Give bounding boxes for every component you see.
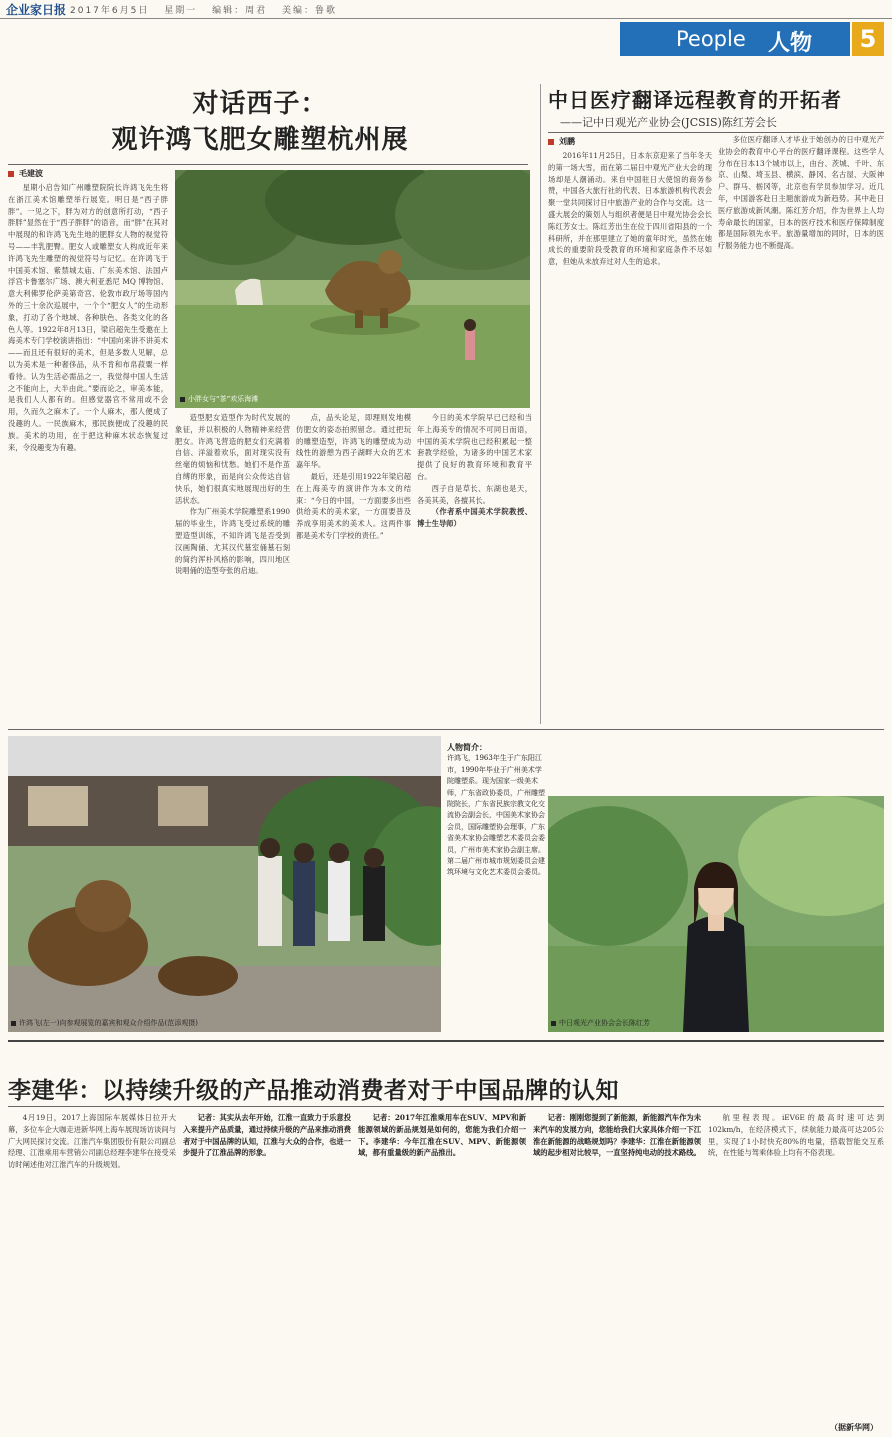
divider [548, 132, 884, 133]
article3-source: （据新华网） [830, 1422, 878, 1432]
article3-text-4: 记者：刚刚您提到了新能源，新能源汽车作为未来汽车的发展方向，您能给我们大家具体介绍一下江淮在新能源的战略规划吗？李建华：江淮在新能源领域的起步相对比较早，一直坚持纯电动的技术路线。 [533, 1113, 701, 1158]
article1-column-4: 今日的美术学院早已已经和当年上海美专的情况不可同日而语，中国的美术学院也已经积累起一整套教学经验，为诸多的中国艺术家提供了良好的教育环境和教育平台。 西子自是草长、东湖也是天，各美其美，各擅其长。 （作者系中国美术学院教授、博士生导师） [417, 413, 532, 529]
paper-name: 企业家日报 [6, 3, 67, 17]
artist-bio [447, 742, 547, 1024]
article3-column-2 [183, 1112, 351, 1432]
divider [8, 729, 884, 730]
portrait-photo [548, 796, 884, 1032]
article1-photo [175, 170, 530, 408]
weekday: 星期一 [164, 6, 198, 16]
article1-title [80, 86, 440, 158]
article2-text-1: 2016年11月25日，日本东京迎来了当年冬天的第一场大雪，而在第二届日中观光产业大会的现场却是人潮涌动。来自中国驻日大使馆的商务参赞，中国各大旅行社的代表、日本旅游机构代表会聚一堂共同探讨日中旅游产业的合作与交流。这一盛大展会的策划人与组织者便是日中观光协会会长陈红芳女士。陈红芳出生在位于四川省阳县的一个科研所，并在那里建立了她的童年时光，虽然在她成长的重要阶段受教育的环境和家庭条件不尽如意，但她从未放弃过对人生的追求。 [548, 151, 712, 267]
article3-text-2: 记者：其实从去年开始，江淮一直致力于乐意投入来提升产品质量，通过持续升级的产品来推动消费者对于中国品牌的认知，江淮与大众的合作，也进一步提升了江淮品牌的形象。 [183, 1113, 351, 1158]
article3-column-4 [533, 1112, 701, 1432]
divider [540, 84, 541, 724]
article2-title: 中日医疗翻译远程教育的开拓者 [548, 88, 842, 112]
divider [8, 1040, 884, 1042]
article2-text-2: 多位医疗翻译人才毕业于她创办的日中观光产业协会的教育中心平台的医疗翻译课程。这些学人分布在日本13个城市以上，由台、茨城、千叶、东京、山梨、埼玉县、横滨、静冈、名古屋、大阪神户、群马、栃冈等，北京也有学员参加学习。近几年，中国游客赴日主题旅游成为新趋势。其中赴日医疗旅游成新风潮。陈红芳介绍，作为世界上人均寿命最长的国家，日本的医疗技术和医疗保障制度都是国际领先水平。旅游量增加的同时，日本的医疗服务能力也不断提高。 [718, 135, 884, 251]
article3-text-3: 记者：2017年江淮乘用车在SUV、MPV和新能源领域的新品规划是如何的，您能为我们介绍一下。李建华：今年江淮在SUV、MPV、新能源领域，都有重量级的新产品推出。 [358, 1113, 526, 1158]
divider [8, 1106, 884, 1107]
article2-byline: 刘鹏 [548, 136, 575, 147]
exhibition-photo-caption: 许鸿飞(左一)向参观展览的嘉宾和观众介绍作品(范添观摄) [11, 1018, 198, 1028]
article1-title-line2: 观许鸿飞肥女雕塑杭州展 [111, 125, 409, 155]
article3-text-1: 4月19日，2017上海国际车展媒体日拉开大幕，多位车企大咖走进新华网上海车展现场访谈间与广大网民探讨交流。江淮汽车集团股份有限公司副总经理、江淮乘用车营销公司副总经理李建华在接受采访时阐述他对江淮汽车的升级规划。 [8, 1113, 176, 1170]
designer: 美编：鲁歌 [282, 6, 338, 16]
masthead-meta [70, 3, 347, 16]
article3-title: 李建华：以持续升级的产品推动消费者对于中国品牌的认知 [8, 1077, 619, 1104]
article2-subtitle: ——记中日观光产业协会(JCSIS)陈红芳会长 [560, 116, 777, 129]
article1-column-3: 点，品头论足，即理则发地模仿肥女的姿态拍照留念。通过把玩的雕塑造型，许鸿飞的雕塑成为动线性的游憩为西子湖畔大众的艺术嘉年华。 最后，还是引用1922年梁启超在上海美专的演讲作为本文的结束：“今日的中国，一方面要多出些供给美术的美术家，一方面要普及养成享用美术的美术人。这两件事都是美术专门学校的责任。” [296, 413, 411, 540]
section-name-en: People [676, 27, 746, 51]
article3-column-3 [358, 1112, 526, 1432]
section-banner [620, 22, 850, 56]
page-number: 5 [852, 22, 884, 56]
article1-byline: 毛建波 [8, 168, 43, 179]
bio-title: 人物简介： [447, 743, 487, 752]
article2-column-2 [718, 134, 884, 724]
divider [8, 164, 528, 165]
article1-photo-caption: 小胖女与“茶”欢乐海滩 [180, 394, 258, 404]
portrait-photo-caption: 中日观光产业协会会长陈红芳 [551, 1018, 650, 1028]
editor: 编辑：周君 [212, 6, 268, 16]
article3-column-1 [8, 1112, 176, 1432]
article3-column-5 [708, 1112, 884, 1417]
article1-text: 星期小启告知广州雕塑院院长许鸿飞先生将在浙江美术馆雕塑举行展览。明日是“西子胖胖”。一见之下，胖为对方的创意所打动，“西子胖胖”显然在于“西子胖胖”的语音，而“胖”在其对中展现的和许鸿飞先生地的肥胖女人物的视觉符号——丰乳肥臀。肥女人或雕塑女人构成近年来许鸿飞先生雕塑的视觉符号与记忆。在许鸿飞于中国美术馆、紫禁城太庙、广东美术馆、法国卢浮宫卡鲁塞尔广场、澳大利亚悉尼 MQ 博物馆、意大利佛罗伦萨美第奇宫、伦敦市政厅场等国内外的三十余次巡展中，一个个“肥女人”的生动形象，打动了各个地域、各种肤色、各类文化的各色人等。1922年8月13日，梁启超先生受邀在上海美术专门学校演讲指出：“中国向来讲不讲美术——而且还有很好的美术，但是多数人见解，总以为美术是一种奢侈品，从不肯和布帛菽粟一样看待。认为生活必需品之一，我觉得中国人生活之不能向上，大半由此。”要而论之，审美本能，是我们人人都有的。但感觉器官不常用或不会用，久而久之麻木了。一个人麻木，那人便成了没趣的人。一民族麻木，那民族便成了没趣的民族。美术的功用，在于把这种麻木状态恢复过来，令没趣变为有趣。 [8, 183, 168, 452]
article3-text-5: 航里程表现。iEV6E的最高时速可达到102km/h，在经济模式下，续航能力最高可达205公里，实现了1小时快充80%的电量，搭载智能交互系统，在性能与驾乘体验上均有不俗表现。 [708, 1113, 884, 1158]
article1-column [8, 182, 168, 724]
article1-title-line1: 对话西子： [192, 89, 328, 119]
masthead [0, 0, 892, 19]
article2-column-1 [548, 150, 712, 724]
article1-column-2: 造型肥女造型作为时代发展的象征，并以积极的人物精神来经营肥女。许鸿飞营造的肥女们充满着自信、洋溢着欢乐，面对现实没有丝毫的烦恼和忧愁。她们不是作茧自缚的形象，而是向公众传达自信快乐，她们很真实地展现出好的生活状态。 作为广州美术学院雕塑系1990届的毕业生，许鸿飞受过系统的雕塑造型训练，不知许鸿飞是否受到汉画陶俑、尤其汉代墓室俑墓石刻的简约浑朴风格的影响，四川地区说唱俑的造型夸张的启迪。 [175, 413, 290, 576]
section-name-zh: 人物 [768, 31, 813, 56]
bio-text: 许鸿飞，1963年生于广东阳江市，1990年毕业于广州美术学院雕塑系。现为国家一级美术师，广东省政协委员，广州雕塑院院长，广东省民族宗教文化交流协会副会长，中国美术家协会会员，国际雕塑协会理事，广东省美术家协会雕塑艺术委员会委员，广州市美术家协会副主席。第二届广州市城市规划委员会建筑环境与文化艺术委员会委员。 [447, 754, 545, 877]
exhibition-photo [8, 736, 441, 1032]
issue-date: 2017年6月5日 [70, 6, 150, 16]
